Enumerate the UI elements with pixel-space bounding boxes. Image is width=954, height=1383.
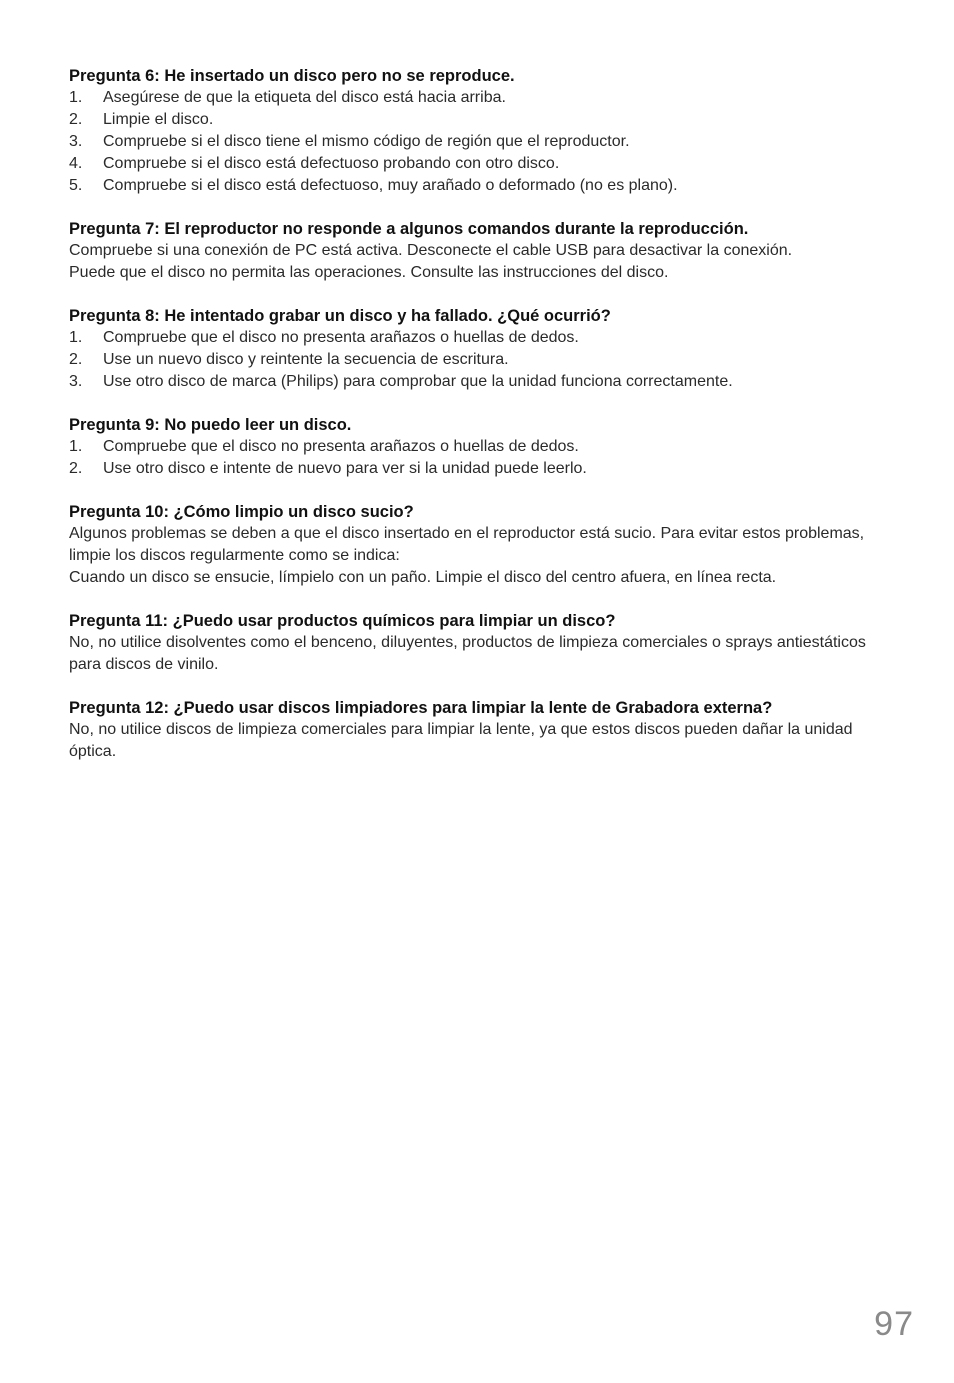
list-text: Compruebe que el disco no presenta arañazos o huellas de dedos. xyxy=(103,329,579,346)
list-number: 4. xyxy=(69,155,83,172)
page-content xyxy=(69,65,899,784)
list-number: 3. xyxy=(69,133,83,150)
list-number: 3. xyxy=(69,373,83,390)
answer-paragraph: Cuando un disco se ensucie, límpielo con un paño. Limpie el disco del centro afuera, en línea recta. xyxy=(69,569,777,586)
faq-section-12 xyxy=(69,697,899,763)
question-title: Pregunta 11: ¿Puedo usar productos químicos para limpiar un disco? xyxy=(69,612,616,630)
faq-section-7 xyxy=(69,218,899,284)
answer-paragraph: Algunos problemas se deben a que el disco insertado en el reproductor está sucio. Para evitar estos problemas, limpie los discos regularmente como se indica: xyxy=(69,525,865,564)
list-number: 1. xyxy=(69,329,83,346)
question-title: Pregunta 9: No puedo leer un disco. xyxy=(69,416,352,434)
faq-section-11 xyxy=(69,610,899,676)
list-item xyxy=(69,327,899,349)
answer-paragraph: No, no utilice discos de limpieza comerciales para limpiar la lente, ya que estos discos pueden dañar la unidad óptica. xyxy=(69,721,853,760)
list-text: Limpie el disco. xyxy=(103,111,214,128)
list-item xyxy=(69,153,899,175)
list-text: Use un nuevo disco y reintente la secuencia de escritura. xyxy=(103,351,509,368)
question-title: Pregunta 7: El reproductor no responde a algunos comandos durante la reproducción. xyxy=(69,220,749,238)
question-title: Pregunta 6: He insertado un disco pero no se reproduce. xyxy=(69,67,515,85)
list-number: 2. xyxy=(69,111,83,128)
answer-paragraph: Compruebe si una conexión de PC está activa. Desconecte el cable USB para desactivar la conexión. xyxy=(69,242,793,259)
list-text: Asegúrese de que la etiqueta del disco está hacia arriba. xyxy=(103,89,506,106)
list-text: Compruebe si el disco tiene el mismo código de región que el reproductor. xyxy=(103,133,630,150)
list-number: 1. xyxy=(69,89,83,106)
list-number: 5. xyxy=(69,177,83,194)
question-title: Pregunta 12: ¿Puedo usar discos limpiadores para limpiar la lente de Grabadora externa? xyxy=(69,699,773,717)
list-number: 2. xyxy=(69,351,83,368)
list-number: 1. xyxy=(69,438,83,455)
answer-list xyxy=(69,327,899,393)
list-item xyxy=(69,175,899,197)
list-item xyxy=(69,371,899,393)
answer-paragraph: No, no utilice disolventes como el benceno, diluyentes, productos de limpieza comerciales o sprays antiestáticos para discos de vinilo. xyxy=(69,634,866,673)
faq-section-8 xyxy=(69,305,899,393)
list-item xyxy=(69,436,899,458)
list-item xyxy=(69,87,899,109)
list-number: 2. xyxy=(69,460,83,477)
question-title: Pregunta 8: He intentado grabar un disco y ha fallado. ¿Qué ocurrió? xyxy=(69,307,611,325)
list-item xyxy=(69,109,899,131)
faq-section-10 xyxy=(69,501,899,589)
list-item xyxy=(69,131,899,153)
question-title: Pregunta 10: ¿Cómo limpio un disco sucio? xyxy=(69,503,414,521)
answer-list xyxy=(69,87,899,197)
list-item xyxy=(69,458,899,480)
answer-paragraph: Puede que el disco no permita las operaciones. Consulte las instrucciones del disco. xyxy=(69,264,669,281)
list-item xyxy=(69,349,899,371)
list-text: Compruebe si el disco está defectuoso, muy arañado o deformado (no es plano). xyxy=(103,177,678,194)
list-text: Use otro disco e intente de nuevo para ver si la unidad puede leerlo. xyxy=(103,460,587,477)
page-number: 97 xyxy=(874,1305,914,1343)
list-text: Compruebe que el disco no presenta arañazos o huellas de dedos. xyxy=(103,438,579,455)
list-text: Use otro disco de marca (Philips) para comprobar que la unidad funciona correctamente. xyxy=(103,373,733,390)
faq-section-9 xyxy=(69,414,899,480)
answer-list xyxy=(69,436,899,480)
list-text: Compruebe si el disco está defectuoso probando con otro disco. xyxy=(103,155,560,172)
faq-section-6 xyxy=(69,65,899,197)
